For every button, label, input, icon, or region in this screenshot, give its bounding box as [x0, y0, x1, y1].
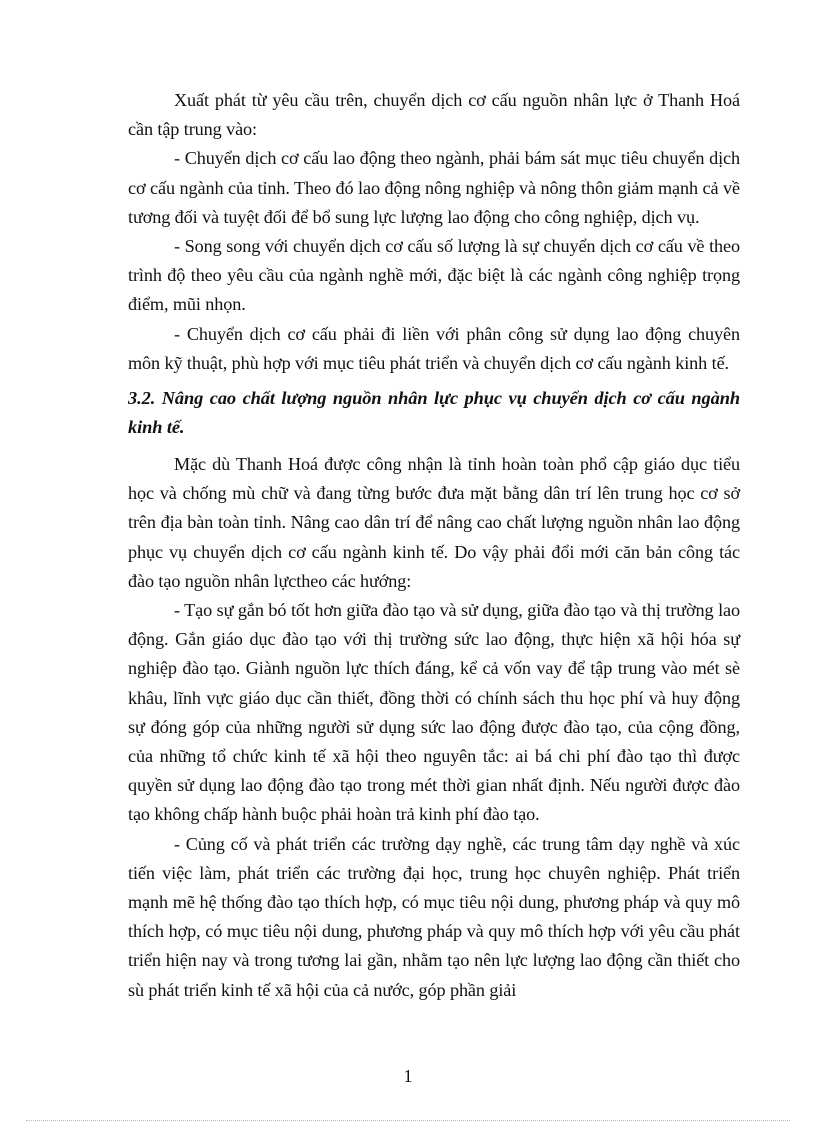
paragraph-bullet-training-and-usage: - Tạo sự gắn bó tốt hơn giữa đào tạo và sử dụng, giữa đào tạo và thị trường lao động. Gắn giáo dục đào tạo với thị trường sức lao động, thực hiện xã hội hóa sự nghiệp đào tạo. Giành nguồn lực thích đáng, kể cả vốn vay để tập trung vào mét sè khâu, lĩnh vực giáo dục cần thiết, đồng thời có chính sách thu học phí và huy động sự đóng góp của những người sử dụng sức lao động được đào tạo, của cộng đồng, của những tổ chức kinh tế xã hội theo nguyên tắc: ai bá chi phí đào tạo thì được quyền sử dụng lao động đào tạo trong mét thời gian nhất định. Nếu người được đào tạo không chấp hành buộc phải hoàn trả kinh phí đào tạo.: [128, 600, 740, 825]
page-number: 1: [403, 1066, 413, 1086]
footer-divider: [26, 1120, 790, 1121]
paragraph-bullet-labor-assignment: - Chuyển dịch cơ cấu phải đi liền với phân công sử dụng lao động chuyên môn kỹ thuật, phù hợp với mục tiêu phát triển và chuyển dịch cơ cấu ngành kinh tế.: [128, 323, 740, 373]
document-page: [128, 86, 740, 1005]
paragraph-education-intro: Mặc dù Thanh Hoá được công nhận là tỉnh hoàn toàn phổ cập giáo dục tiểu học và chống mù chữ và đang từng bước đưa mặt bằng dân trí lên trung học cơ sở trên địa bàn toàn tỉnh. Nâng cao dân trí để nâng cao chất lượng nguồn nhân lao động phục vụ chuyển dịch cơ cấu ngành kinh tế. Do vậy phải đổi mới căn bản công tác đào tạo nguồn nhân lựctheo các hướng:: [128, 454, 740, 591]
section-heading: 3.2. Nâng cao chất lượng nguồn nhân lực phục vụ chuyển dịch cơ cấu ngành kinh tế.: [128, 388, 740, 438]
paragraph-bullet-vocational-schools: - Củng cố và phát triển các trường dạy nghề, các trung tâm dạy nghề và xúc tiến việc làm, phát triển các trường đại học, trung học chuyên nghiệp. Phát triển mạnh mẽ hệ thống đào tạo thích hợp, có mục tiêu nội dung, phương pháp và quy mô thích hợp, có mục tiêu nội dung, phương pháp và quy mô thích hợp với yêu cầu phát triển hiện nay và trong tương lai gần, nhằm tạo nên lực lượng lao động cần thiết cho sù phát triển kinh tế xã hội của cả nước, góp phần giải: [128, 833, 740, 1000]
paragraph-bullet-labor-by-sector: - Chuyển dịch cơ cấu lao động theo ngành, phải bám sát mục tiêu chuyển dịch cơ cấu ngành của tỉnh. Theo đó lao động nông nghiệp và nông thôn giảm mạnh cả về tương đối và tuyệt đối để bổ sung lực lượng lao động cho công nghiệp, dịch vụ.: [128, 148, 740, 227]
paragraph-intro: Xuất phát từ yêu cầu trên, chuyển dịch cơ cấu nguồn nhân lực ở Thanh Hoá cần tập trung vào:: [128, 90, 740, 140]
paragraph-bullet-qualification-structure: - Song song với chuyển dịch cơ cấu số lượng là sự chuyển dịch cơ cấu về theo trình độ theo yêu cầu của ngành nghề mới, đặc biệt là các ngành công nghiệp trọng điểm, mũi nhọn.: [128, 236, 740, 315]
